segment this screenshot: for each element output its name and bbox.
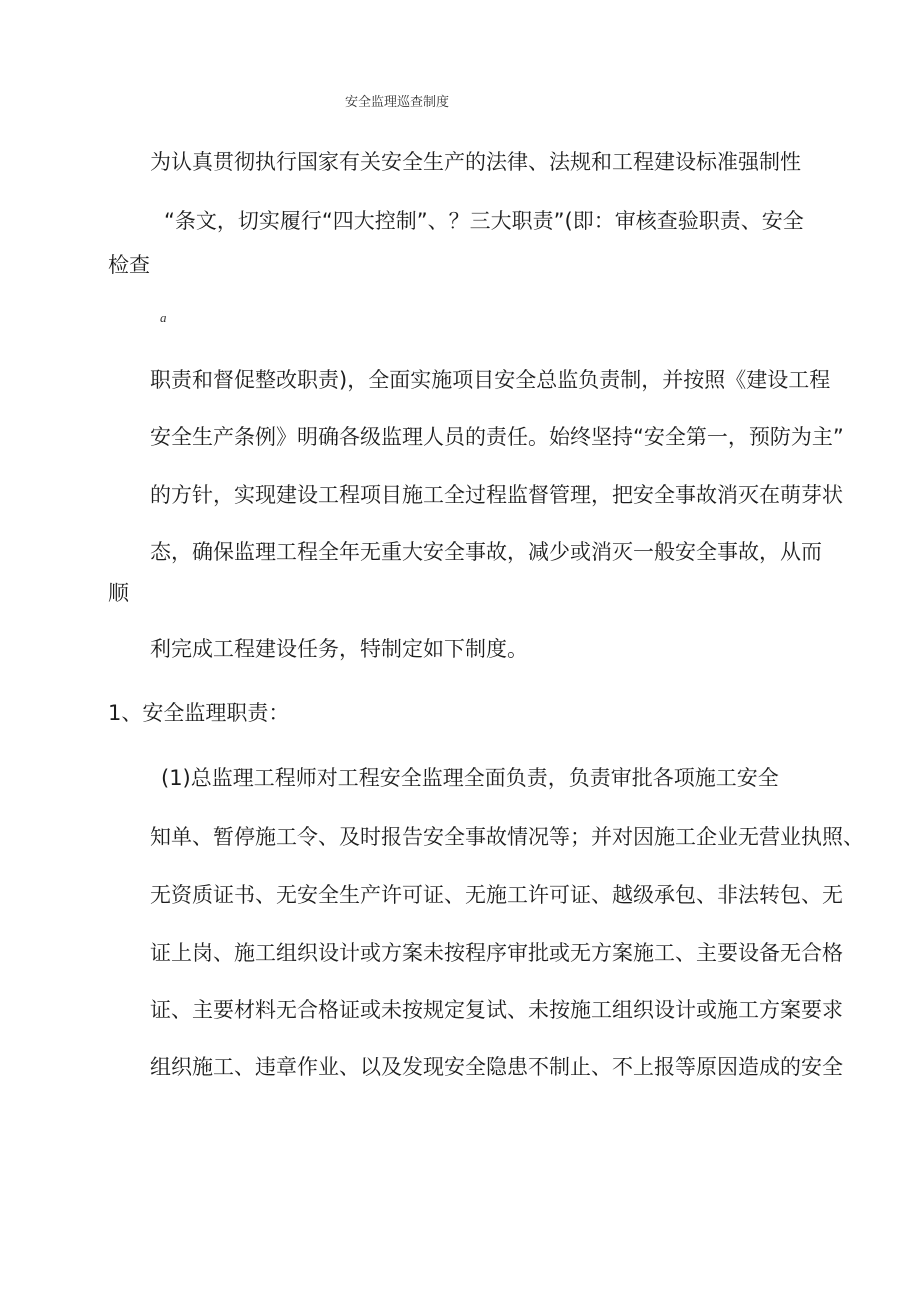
section-line: 证、主要材料无合格证或未按规定复试、未按施工组织设计或施工方案要求 <box>150 998 843 1022</box>
intro-line: 检查 <box>108 253 150 277</box>
intro-line: 职责和督促整改职责)，全面实施项目安全总监负责制，并按照《建设工程 <box>150 368 831 392</box>
stray-mark: a <box>160 310 167 325</box>
section-line: 知单、暂停施工令、及时报告安全事故情况等；并对因施工企业无营业执照、 <box>150 825 864 849</box>
intro-line: 顺 <box>108 581 129 605</box>
section-line: 无资质证书、无安全生产许可证、无施工许可证、越级承包、非法转包、无 <box>150 883 843 907</box>
intro-line: 为认真贯彻执行国家有关安全生产的法律、法规和工程建设标准强制性 <box>150 150 801 174</box>
section-line: 证上岗、施工组织设计或方案未按程序审批或无方案施工、主要设备无合格 <box>150 941 843 965</box>
intro-line: “条文，切实履行“四大控制”、？三大职责”(即：审核查验职责、安全 <box>164 209 804 233</box>
section-heading: 1、安全监理职责： <box>108 701 290 725</box>
intro-line: 态，确保监理工程全年无重大安全事故，减少或消灭一般安全事故，从而 <box>150 540 822 564</box>
intro-line: 利完成工程建设任务，特制定如下制度。 <box>150 637 528 661</box>
document-title: 安全监理巡查制度 <box>345 95 450 110</box>
section-line: 组织施工、违章作业、以及发现安全隐患不制止、不上报等原因造成的安全 <box>150 1055 843 1079</box>
section-line: (1)总监理工程师对工程安全监理全面负责，负责审批各项施工安全 <box>161 766 779 790</box>
intro-line: 的方针，实现建设工程项目施工全过程监督管理，把安全事故消灭在萌芽状 <box>150 483 843 507</box>
intro-line: 安全生产条例》明确各级监理人员的责任。始终坚持“安全第一，预防为主” <box>150 425 844 449</box>
